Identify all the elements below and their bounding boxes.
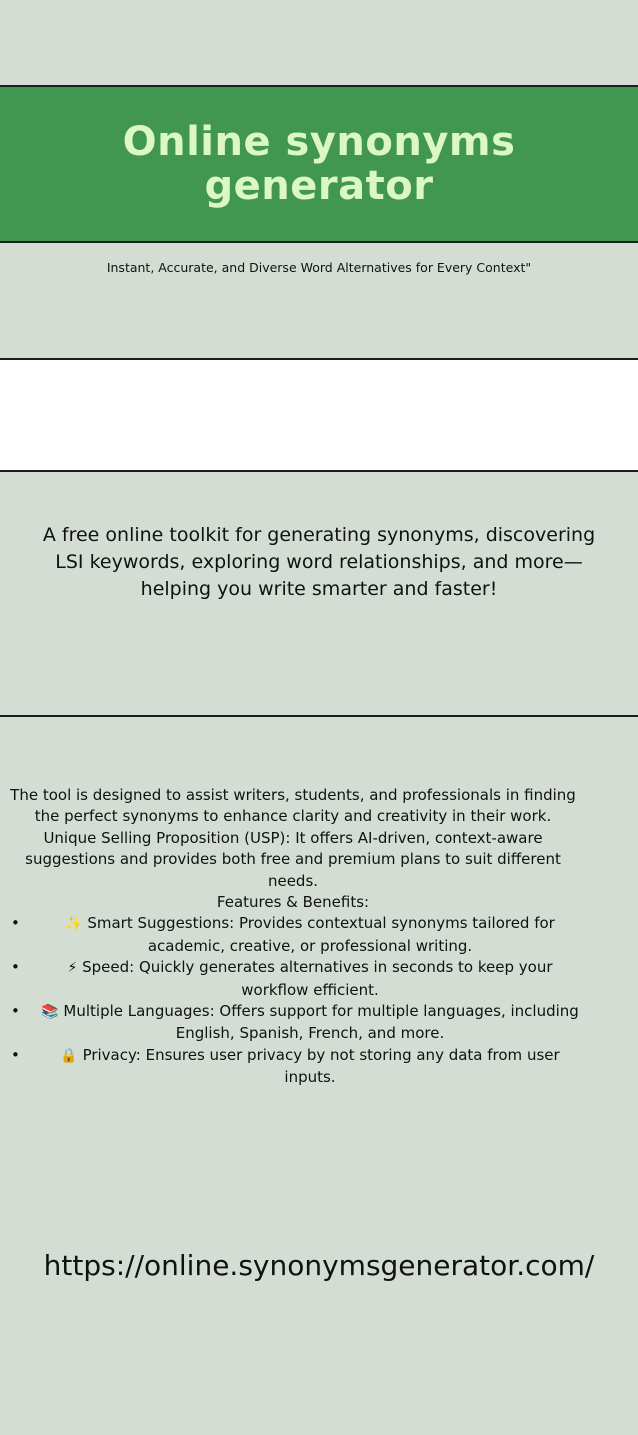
sparkles-icon: ✨: [65, 916, 83, 933]
feature-item: [0, 913, 586, 957]
lightning-icon: ⚡: [67, 960, 78, 977]
blank-white-band: [0, 358, 638, 472]
bullet-icon: •: [11, 914, 20, 933]
feature-text: Multiple Languages: Offers support for multiple languages, including English, Spanish, French, and more.: [63, 1002, 579, 1043]
feature-item: [0, 1001, 586, 1045]
feature-text: Speed: Quickly generates alternatives in seconds to keep your workflow efficient.: [82, 958, 553, 999]
feature-text: Privacy: Ensures user privacy by not storing any data from user inputs.: [82, 1045, 560, 1087]
intro-text: A free online toolkit for generating synonyms, discovering LSI keywords, exploring word relationships, and more—helping you write smarter and faster!: [42, 524, 596, 600]
feature-item: [0, 957, 586, 1001]
section-divider: [0, 715, 638, 717]
feature-text: Smart Suggestions: Provides contextual synonyms tailored for academic, creative, or professional writing.: [87, 914, 555, 955]
title-banner: [0, 85, 638, 243]
feature-item: [0, 1045, 586, 1089]
books-icon: 📚: [41, 1004, 59, 1021]
usp-text: Unique Selling Proposition (USP): It offers AI-driven, context-aware suggestions and provides both free and premium plans to suit different needs.: [25, 828, 561, 890]
bullet-icon: •: [11, 958, 20, 977]
page-title: Online synonyms generator: [122, 119, 516, 209]
bullet-icon: •: [11, 1002, 20, 1021]
website-url: https://online.synonymsgenerator.com/: [43, 1249, 595, 1282]
details-section: [0, 785, 586, 1089]
features-heading: Features & Benefits:: [216, 893, 370, 912]
features-list: [0, 913, 586, 1088]
tagline: Instant, Accurate, and Diverse Word Alternatives for Every Context": [106, 260, 532, 275]
bullet-icon: •: [11, 1045, 20, 1064]
purpose-text: The tool is designed to assist writers, students, and professionals in finding the perfect synonyms to enhance clarity and creativity in their work.: [10, 786, 576, 826]
lock-icon: 🔒: [60, 1047, 78, 1064]
